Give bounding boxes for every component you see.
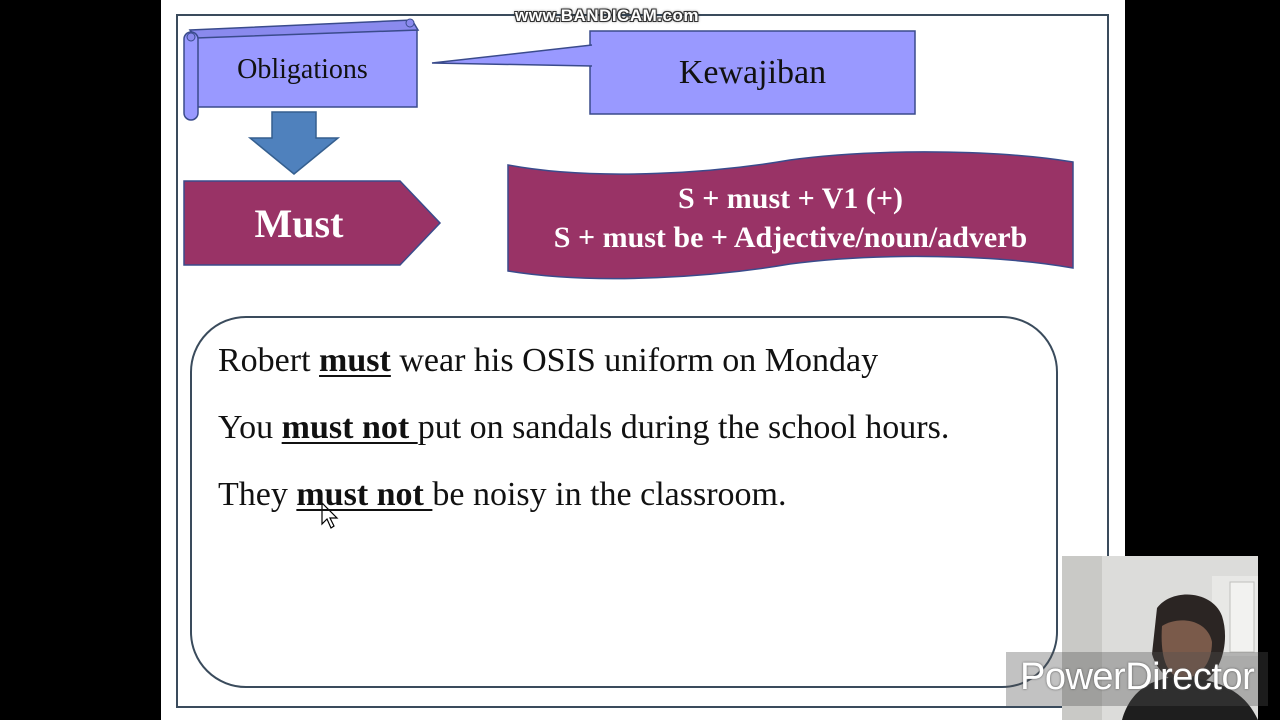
down-arrow-icon xyxy=(250,112,338,174)
example-sentence: They must not be noisy in the classroom. xyxy=(218,476,787,513)
kewajiban-label: Kewajiban xyxy=(678,53,827,91)
bandicam-watermark: www.BANDICAM.com xyxy=(515,6,699,25)
example-sentence: You must not put on sandals during the school hours. xyxy=(218,409,950,446)
formula-line-1: S + must + V1 (+) xyxy=(678,181,903,215)
powerdirector-watermark: PowerDirector xyxy=(1020,656,1255,698)
example-sentences xyxy=(218,338,1048,539)
example-sentence: Robert must wear his OSIS uniform on Monday xyxy=(218,342,879,379)
modal-verb: must xyxy=(319,342,391,379)
must-label: Must xyxy=(254,200,344,246)
obligations-label: Obligations xyxy=(237,54,368,85)
modal-verb: must not xyxy=(281,409,418,446)
formula-text xyxy=(508,170,1073,265)
formula-line-2: S + must be + Adjective/noun/adverb xyxy=(553,220,1028,254)
modal-verb: must not xyxy=(296,476,433,513)
